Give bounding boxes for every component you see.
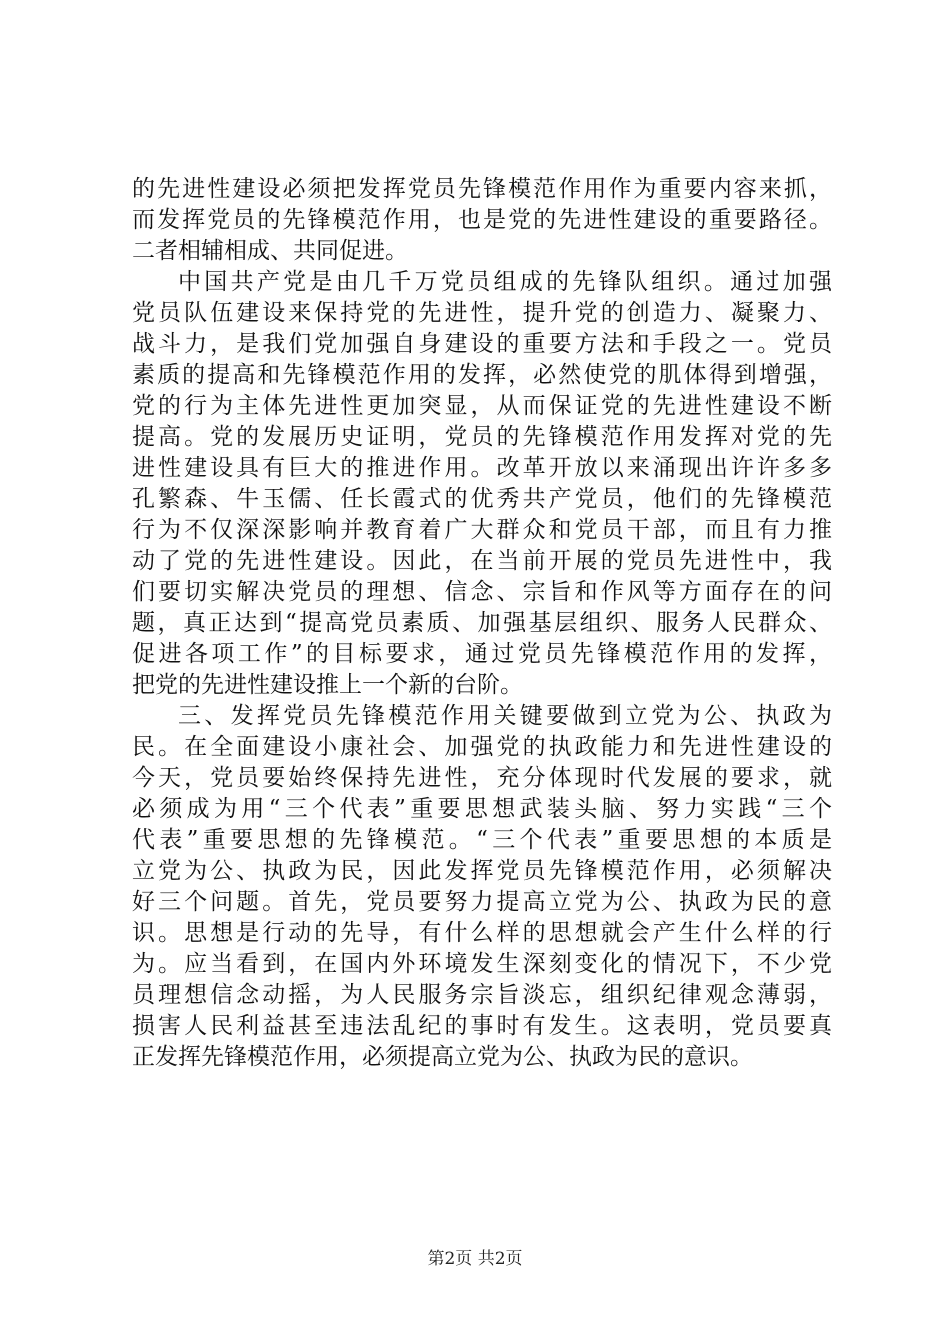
text-line: 们要切实解决党员的理想、信念、宗旨和作风等方面存在的问 (132, 579, 832, 605)
text-line: 提高。党的发展历史证明，党员的先锋模范作用发挥对党的先 (132, 424, 832, 450)
text-line: 的先进性建设必须把发挥党员先锋模范作用作为重要内容来抓， (132, 176, 832, 202)
text-line: 立党为公、执政为民，因此发挥党员先锋模范作用，必须解决 (132, 858, 832, 884)
text-line: 识。思想是行动的先导，有什么样的思想就会产生什么样的行 (132, 920, 832, 946)
text-line: 员理想信念动摇，为人民服务宗旨淡忘，组织纪律观念薄弱， (132, 982, 832, 1008)
text-line: 促进各项工作”的目标要求，通过党员先锋模范作用的发挥， (132, 641, 832, 667)
text-line: 民。在全面建设小康社会、加强党的执政能力和先进性建设的 (132, 734, 832, 760)
text-line: 行为不仅深深影响并教育着广大群众和党员干部，而且有力推 (132, 517, 832, 543)
text-line: 素质的提高和先锋模范作用的发挥，必然使党的肌体得到增强， (132, 362, 832, 388)
text-line: 三、发挥党员先锋模范作用关键要做到立党为公、执政为 (178, 703, 832, 729)
text-line: 为。应当看到，在国内外环境发生深刻变化的情况下，不少党 (132, 951, 832, 977)
page-footer: 第2页 共2页 (427, 1249, 523, 1269)
body-text (132, 174, 832, 1073)
text-line: 题，真正达到“提高党员素质、加强基层组织、服务人民群众、 (132, 610, 832, 636)
text-line: 动了党的先进性建设。因此，在当前开展的党员先进性中，我 (132, 548, 832, 574)
text-line: 中国共产党是由几千万党员组成的先锋队组织。通过加强 (178, 269, 832, 295)
text-line: 正发挥先锋模范作用，必须提高立党为公、执政为民的意识。 (132, 1044, 753, 1070)
text-line: 孔繁森、牛玉儒、任长霞式的优秀共产党员，他们的先锋模范 (132, 486, 832, 512)
text-line: 代表”重要思想的先锋模范。“三个代表”重要思想的本质是 (132, 827, 832, 853)
text-line: 把党的先进性建设推上一个新的台阶。 (132, 672, 523, 698)
text-line: 党的行为主体先进性更加突显，从而保证党的先进性建设不断 (132, 393, 832, 419)
text-line: 战斗力，是我们党加强自身建设的重要方法和手段之一。党员 (132, 331, 832, 357)
text-line: 损害人民利益甚至违法乱纪的事时有发生。这表明，党员要真 (132, 1013, 832, 1039)
text-line: 而发挥党员的先锋模范作用，也是党的先进性建设的重要路径。 (132, 207, 832, 233)
text-line: 进性建设具有巨大的推进作用。改革开放以来涌现出许许多多 (132, 455, 832, 481)
text-line: 好三个问题。首先，党员要努力提高立党为公、执政为民的意 (132, 889, 832, 915)
text-line: 必须成为用“三个代表”重要思想武装头脑、努力实践“三个 (132, 796, 832, 822)
text-line: 今天，党员要始终保持先进性，充分体现时代发展的要求，就 (132, 765, 832, 791)
text-line: 党员队伍建设来保持党的先进性，提升党的创造力、凝聚力、 (132, 300, 832, 326)
text-line: 二者相辅相成、共同促进。 (132, 238, 408, 264)
